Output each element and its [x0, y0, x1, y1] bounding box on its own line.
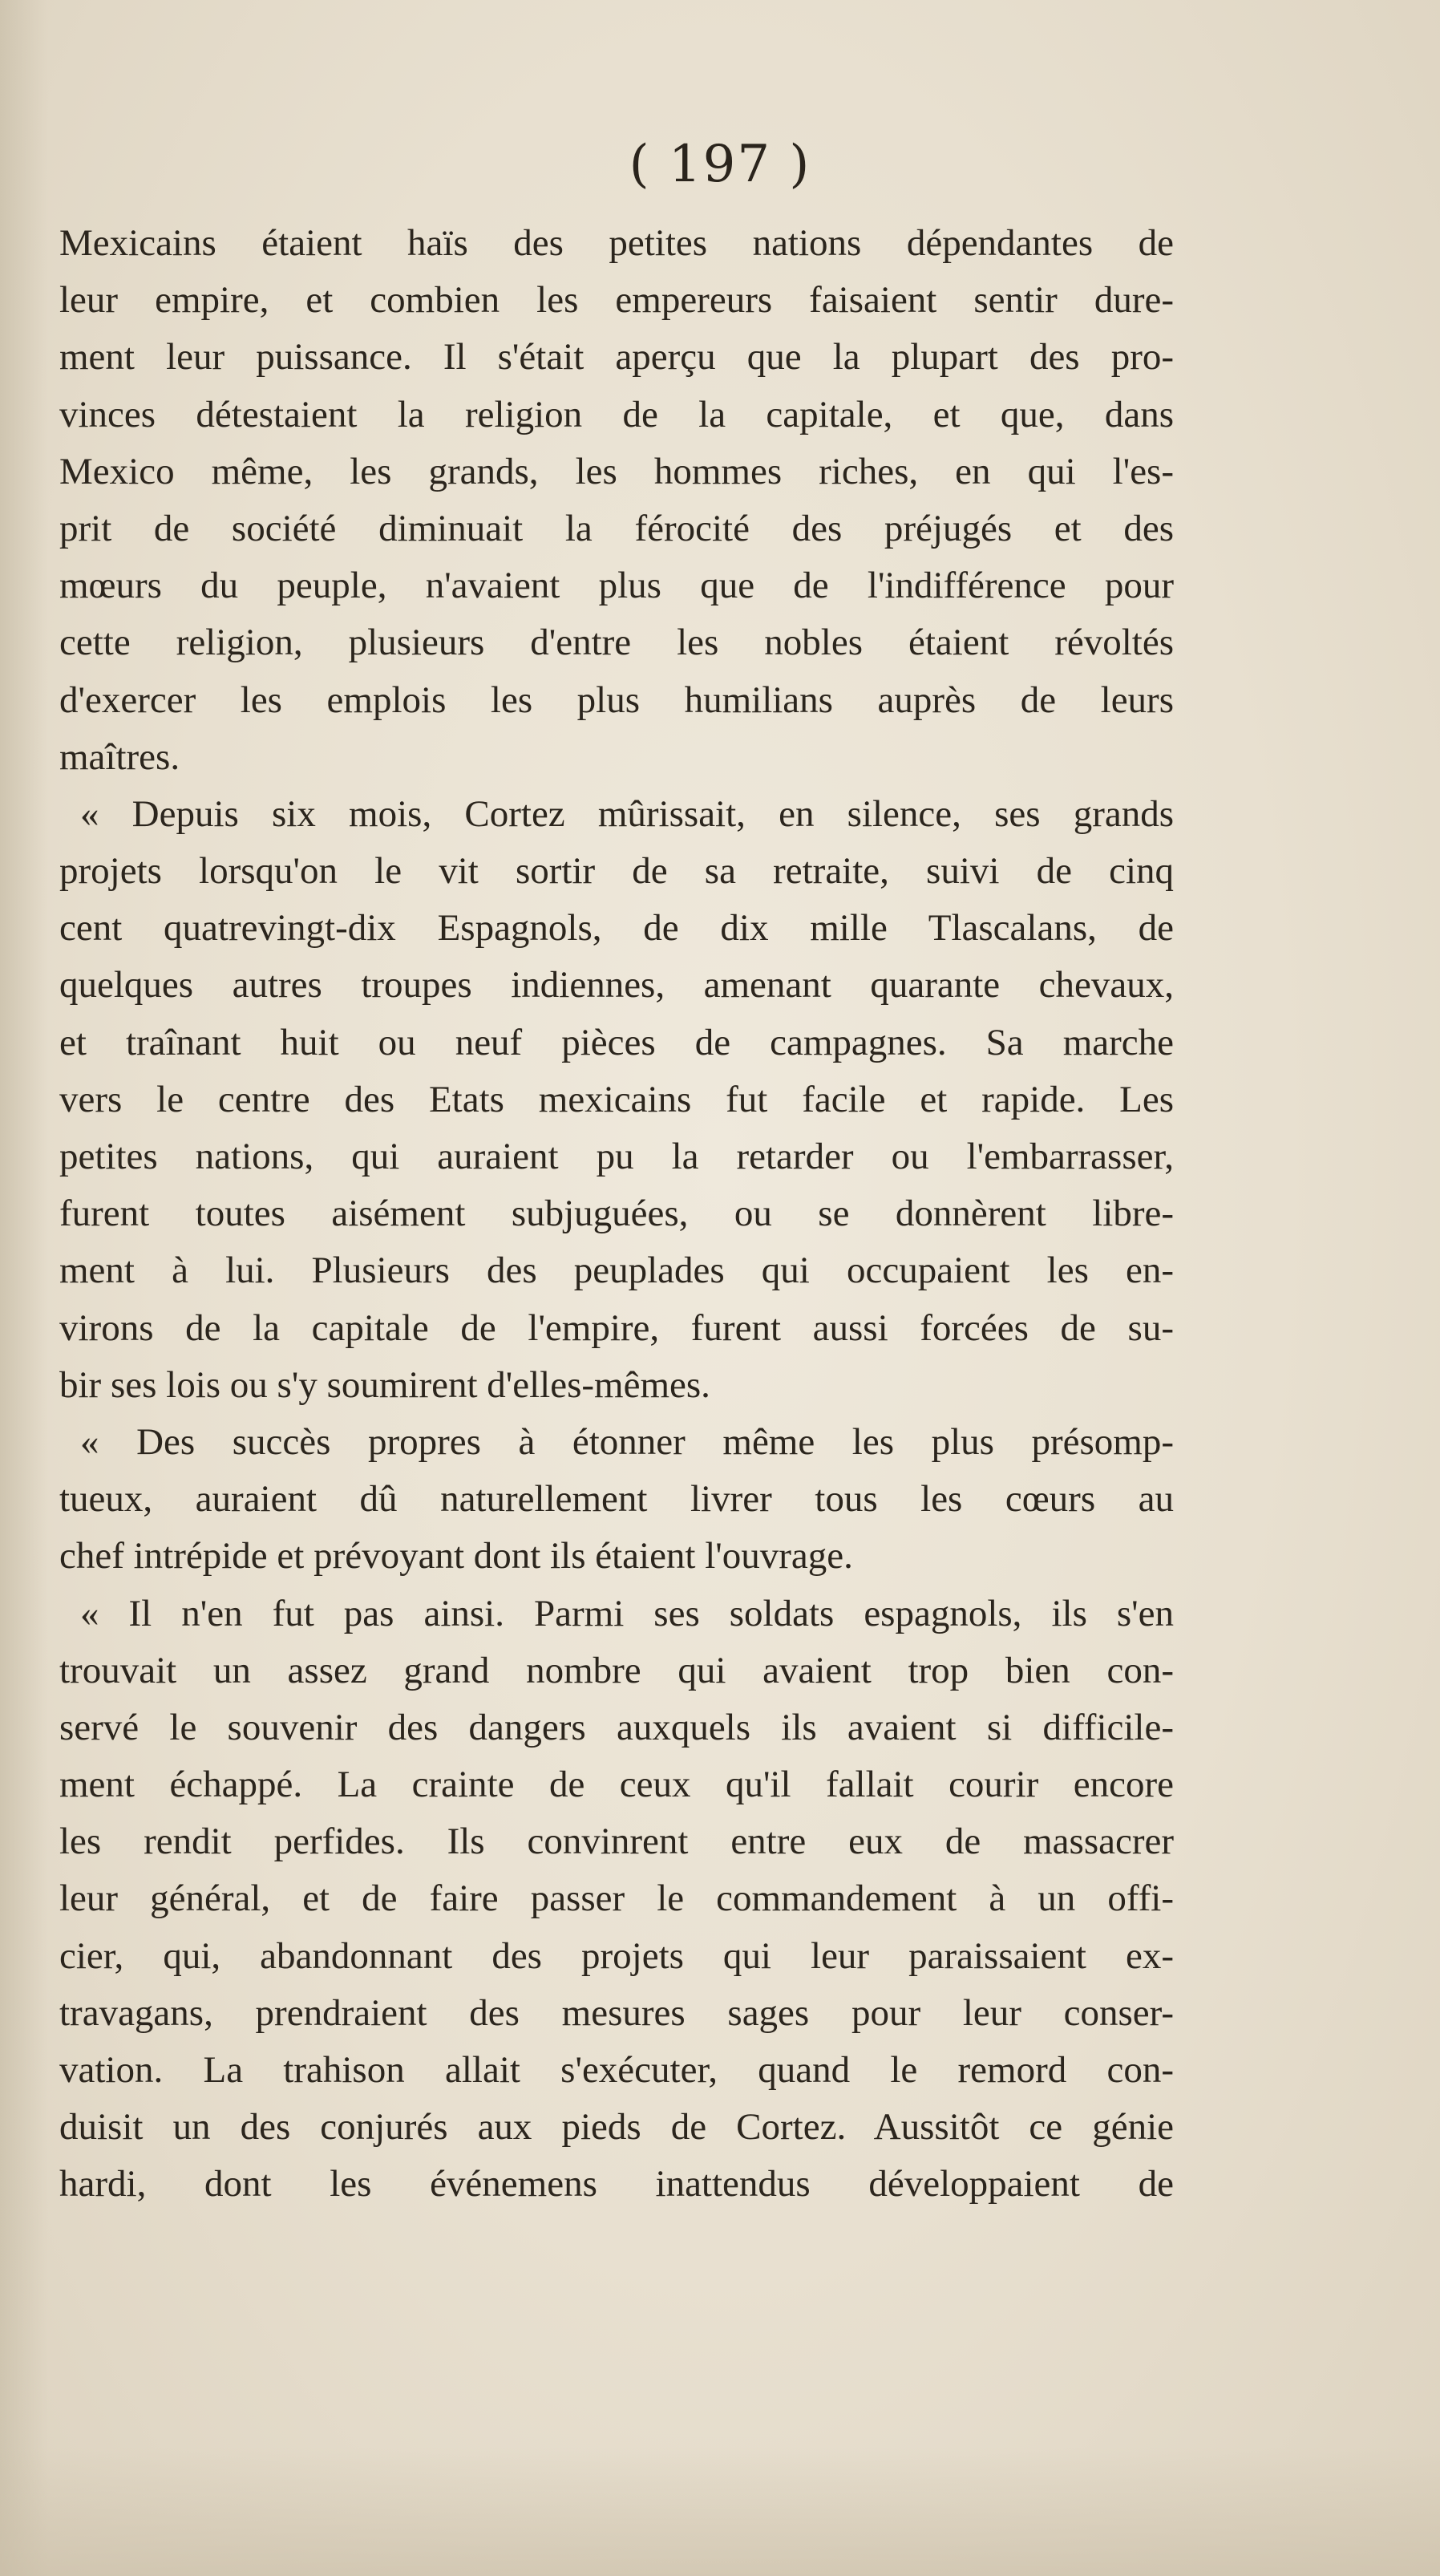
text-line: d'exercer les emplois les plus humilians auprès de leurs: [59, 678, 1174, 721]
text-line: et traînant huit ou neuf pièces de campagnes. Sa marche: [59, 1021, 1174, 1063]
text-line: maîtres.: [59, 735, 180, 778]
text-line: trouvait un assez grand nombre qui avaient trop bien con-: [59, 1649, 1174, 1691]
text-line: virons de la capitale de l'empire, furent aussi forcées de su-: [59, 1306, 1174, 1349]
text-line: quelques autres troupes indiennes, amenant quarante chevaux,: [59, 964, 1174, 1007]
text-line: « Il n'en fut pas ainsi. Parmi ses soldats espagnols, ils s'en: [80, 1592, 1174, 1634]
text-line: furent toutes aisément subjuguées, ou se donnèrent libre-: [59, 1193, 1174, 1235]
text-line: hardi, dont les événemens inattendus développaient de: [59, 2163, 1174, 2205]
text-line: duisit un des conjurés aux pieds de Cortez. Aussitôt ce génie: [59, 2106, 1174, 2149]
text-line: petites nations, qui auraient pu la retarder ou l'embarrasser,: [59, 1136, 1174, 1177]
text-line: leur général, et de faire passer le commandement à un offi-: [59, 1877, 1174, 1920]
body-text: [59, 215, 1174, 2213]
page-bottom-shadow: [0, 2448, 1440, 2576]
text-line: leur empire, et combien les empereurs faisaient sentir dure-: [59, 279, 1174, 322]
text-line: « Depuis six mois, Cortez mûrissait, en silence, ses grands: [80, 792, 1174, 835]
text-line: les rendit perfides. Ils convinrent entre eux de massacrer: [59, 1821, 1174, 1863]
text-line: cent quatrevingt-dix Espagnols, de dix mille Tlascalans, de: [59, 907, 1174, 950]
text-line: servé le souvenir des dangers auxquels ils avaient si difficile-: [59, 1706, 1174, 1748]
text-line: projets lorsqu'on le vit sortir de sa retraite, suivi de cinq: [59, 850, 1174, 893]
text-line: prit de société diminuait la férocité des préjugés et des: [59, 507, 1174, 549]
text-line: ment à lui. Plusieurs des peuplades qui occupaient les en-: [59, 1250, 1174, 1292]
text-line: ment leur puissance. Il s'était aperçu que la plupart des pro-: [59, 336, 1174, 379]
text-line: bir ses lois ou s'y soumirent d'elles-mêmes.: [59, 1363, 710, 1406]
page-edge-shadow: [0, 0, 48, 2576]
text-line: vers le centre des Etats mexicains fut facile et rapide. Les: [59, 1078, 1174, 1120]
text-line: Mexico même, les grands, les hommes riches, en qui l'es-: [59, 450, 1174, 492]
text-line: tueux, auraient dû naturellement livrer tous les cœurs au: [59, 1478, 1174, 1521]
text-line: vation. La trahison allait s'exécuter, quand le remord con-: [59, 2049, 1174, 2091]
text-line: cette religion, plusieurs d'entre les nobles étaient révoltés: [59, 622, 1174, 664]
text-line: Mexicains étaient haïs des petites nations dépendantes de: [59, 222, 1174, 264]
text-line: « Des succès propres à étonner même les plus présomp-: [80, 1420, 1174, 1463]
text-line: vinces détestaient la religion de la capitale, et que, dans: [59, 393, 1174, 435]
text-line: cier, qui, abandonnant des projets qui leur paraissaient ex-: [59, 1934, 1174, 1977]
text-line: mœurs du peuple, n'avaient plus que de l'indifférence pour: [59, 565, 1174, 607]
text-line: travagans, prendraient des mesures sages pour leur conser-: [59, 1991, 1174, 2034]
page-number: ( 197 ): [629, 135, 811, 194]
text-line: chef intrépide et prévoyant dont ils étaient l'ouvrage.: [59, 1535, 853, 1578]
text-line: ment échappé. La crainte de ceux qu'il fallait courir encore: [59, 1764, 1174, 1806]
